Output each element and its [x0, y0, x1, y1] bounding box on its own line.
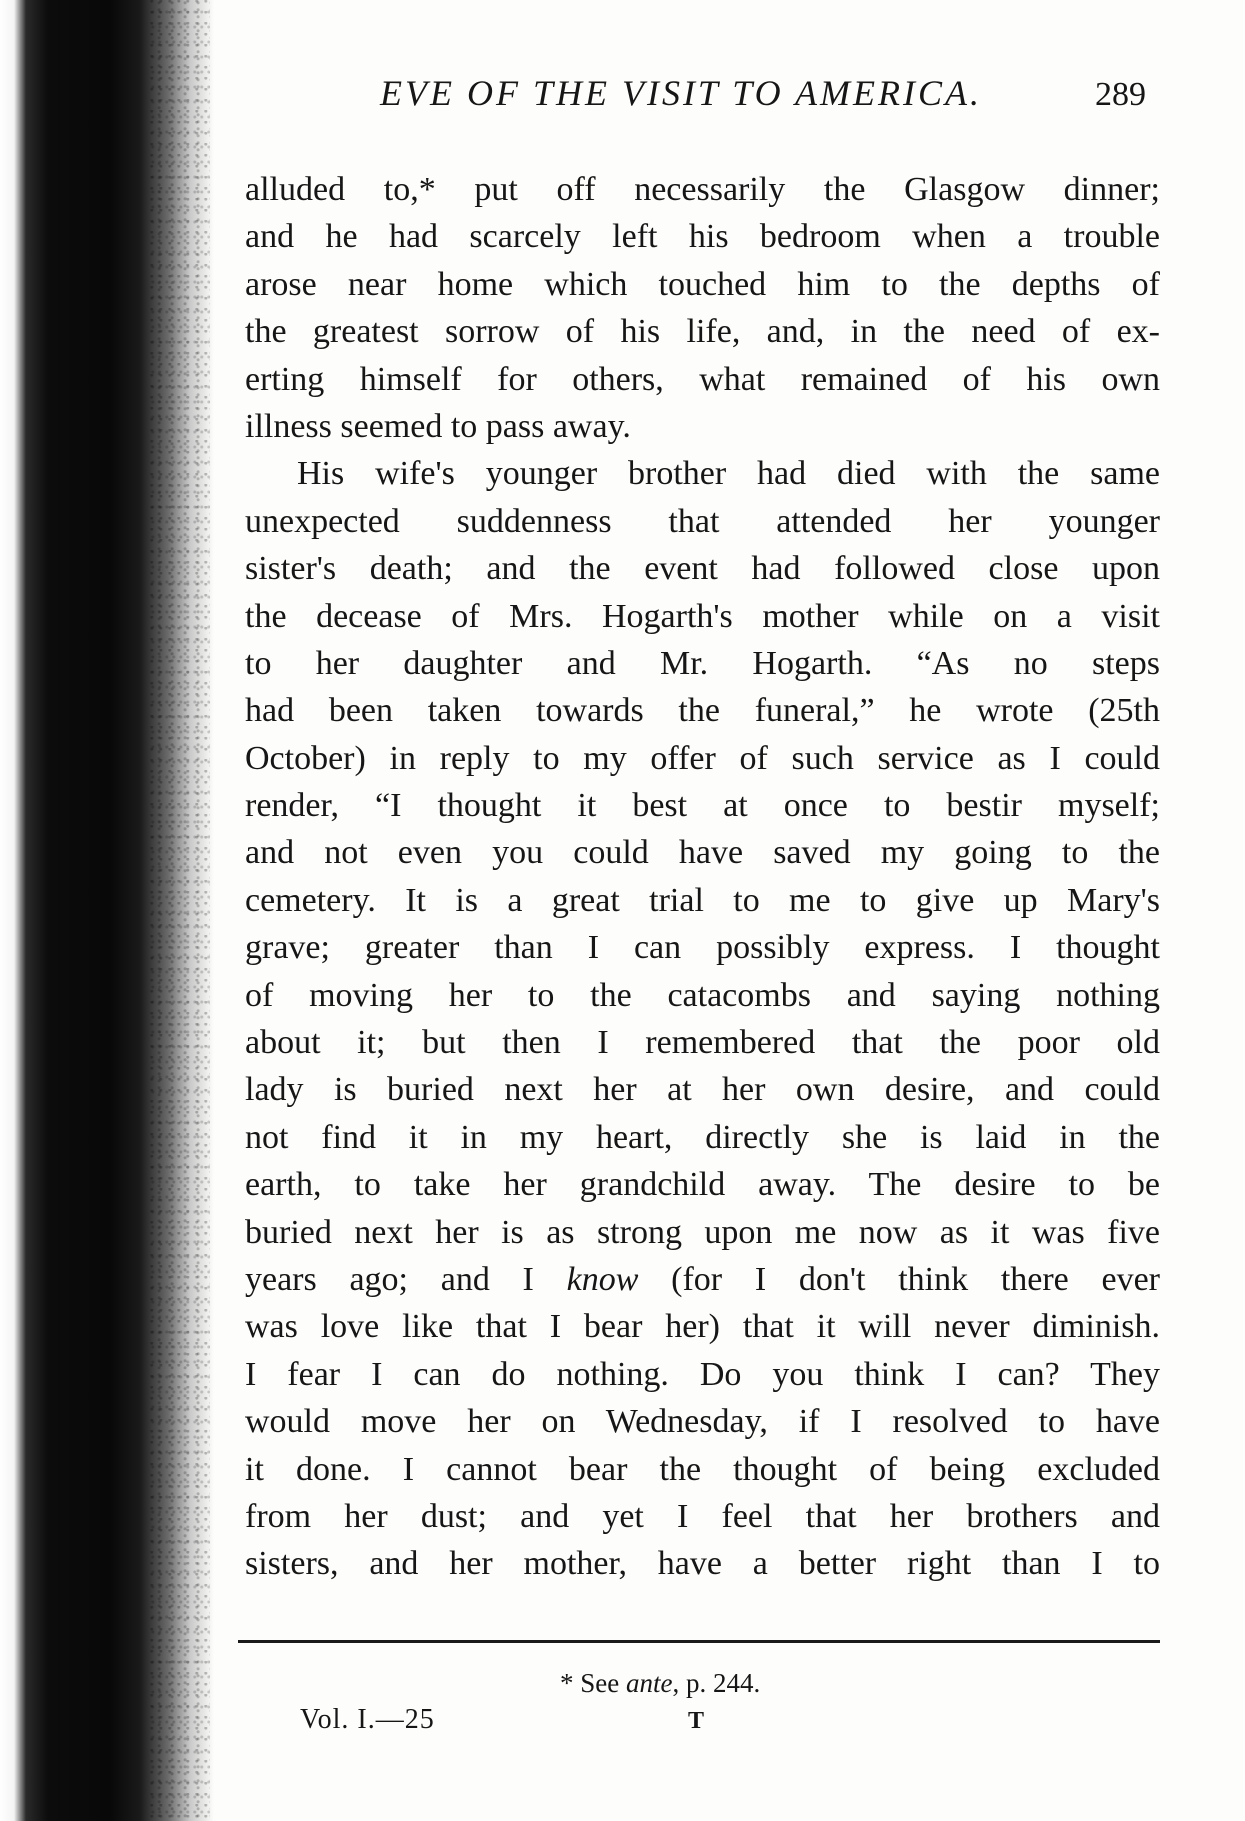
text-line: and not even you could have saved my going to the — [245, 834, 1160, 872]
text-line: sister's death; and the event had followed close upon — [245, 550, 1160, 588]
text-line: had been taken towards the funeral,” he wrote (25th — [245, 692, 1160, 730]
footnote-italic: ante — [625, 1668, 673, 1698]
text-line: October) in reply to my offer of such service as I could — [245, 739, 1160, 777]
text-line: illness seemed to pass away. — [245, 407, 631, 445]
text-line: of moving her to the catacombs and saying nothing — [245, 976, 1160, 1014]
gutter-speckle — [150, 0, 210, 1821]
text-line: His wife's younger brother had died with the same — [297, 455, 1160, 493]
text-line: lady is buried next her at her own desire, and could — [245, 1071, 1160, 1109]
text-line: and he had scarcely left his bedroom when a trouble — [245, 218, 1160, 256]
footnote — [560, 1668, 760, 1699]
text-line: cemetery. It is a great trial to me to give up Mary's — [245, 881, 1160, 919]
text-line: to her daughter and Mr. Hogarth. “As no steps — [245, 644, 1160, 682]
text-line: render, “I thought it best at once to bestir myself; — [245, 787, 1160, 825]
text-line: sisters, and her mother, have a better right than I to — [245, 1545, 1160, 1583]
text-line: from her dust; and yet I feel that her brothers and — [245, 1497, 1160, 1535]
text-line: unexpected suddenness that attended her younger — [245, 502, 1160, 540]
text-line: I fear I can do nothing. Do you think I can? They — [245, 1355, 1160, 1393]
text-line: earth, to take her grandchild away. The desire to be — [245, 1166, 1160, 1204]
text-line: grave; greater than I can possibly express. I thought — [245, 929, 1160, 967]
signature-mark: T — [688, 1708, 705, 1734]
volume-signature: Vol. I.—25 — [300, 1704, 435, 1735]
footnote-rule — [238, 1640, 1160, 1643]
text-line: erting himself for others, what remained of his own — [245, 360, 1160, 398]
page-number: 289 — [1095, 76, 1146, 113]
text-line: the decease of Mrs. Hogarth's mother while on a visit — [245, 597, 1160, 635]
text-line: was love like that I bear her) that it will never diminish. — [245, 1308, 1160, 1346]
body-text — [245, 166, 1160, 1588]
text-line: not find it in my heart, directly she is laid in the — [245, 1118, 1160, 1156]
text-line-with-italic — [245, 1256, 1160, 1303]
footnote-suffix: , p. 244. — [672, 1668, 761, 1698]
running-head: EVE OF THE VISIT TO AMERICA. — [380, 73, 982, 113]
text-line: arose near home which touched him to the depths of — [245, 265, 1160, 303]
text-line: it done. I cannot bear the thought of being excluded — [245, 1450, 1160, 1488]
italic-word: know — [566, 1260, 639, 1298]
text-line: buried next her is as strong upon me now as it was five — [245, 1213, 1160, 1251]
footnote-prefix: * See — [560, 1668, 626, 1698]
text-line: the greatest sorrow of his life, and, in the need of ex- — [245, 313, 1160, 351]
text-fragment: (for I don't think there ever — [638, 1260, 1161, 1298]
text-fragment: years ago; and I — [245, 1260, 567, 1298]
text-line: would move her on Wednesday, if I resolved to have — [245, 1403, 1160, 1441]
text-line: about it; but then I remembered that the poor old — [245, 1024, 1160, 1062]
text-line: alluded to,* put off necessarily the Glasgow dinner; — [245, 171, 1160, 208]
